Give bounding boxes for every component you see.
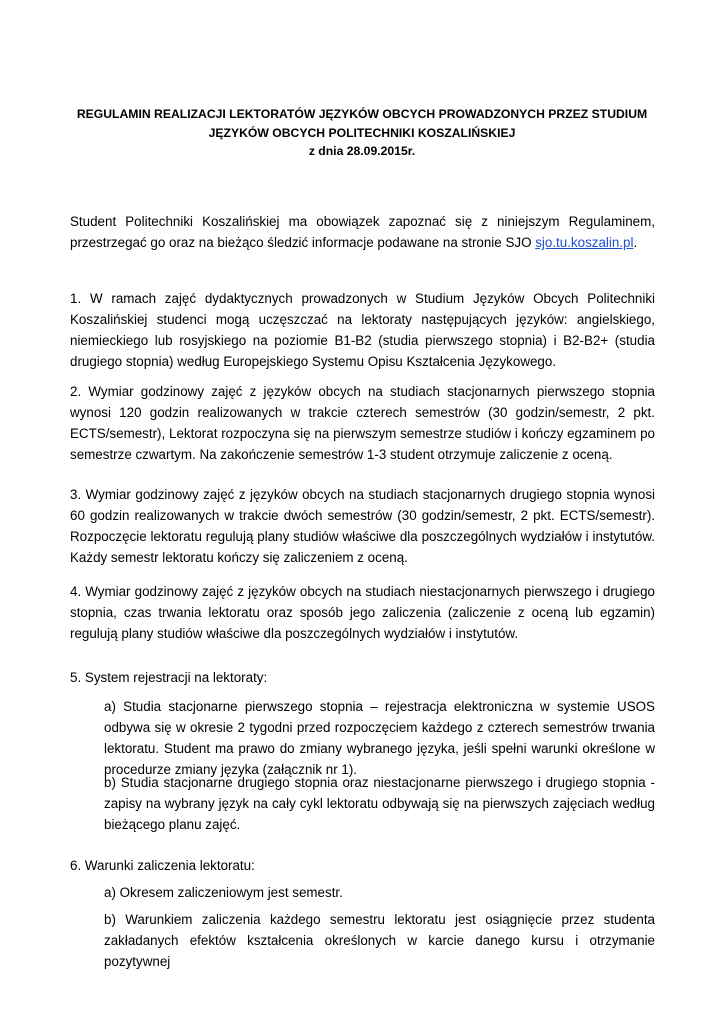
paragraph-6a: a) Okresem zaliczeniowym jest semestr.: [104, 885, 343, 900]
title-line-1: REGULAMIN REALIZACJI LEKTORATÓW JĘZYKÓW OBCYCH PROWADZONYCH PRZEZ STUDIUM: [76, 107, 648, 121]
title-date: z dnia 28.09.2015r.: [308, 144, 416, 158]
intro-paragraph: [70, 211, 655, 253]
paragraph-6b: b) Warunkiem zaliczenia każdego semestru lektoratu jest osiągnięcie przez studenta zakładanych efektów kształcenia określonych w karcie danego kursu i otrzymanie pozytywnej: [104, 912, 655, 969]
paragraph-2: 2. Wymiar godzinowy zajęć z języków obcych na studiach stacjonarnych pierwszego stopnia wynosi 120 godzin realizowanych w trakcie czterech semestrów (30 godzin/semestr, 2 pkt. ECTS/semestr), Lektorat rozpoczyna się na pierwszym semestrze studiów i kończy egzaminem po semestrze czwartym. Na zakończenie semestrów 1-3 student otrzymuje zaliczenie z oceną.: [70, 384, 655, 462]
paragraph-6: 6. Warunki zaliczenia lektoratu:: [70, 858, 255, 873]
paragraph-5b: b) Studia stacjonarne drugiego stopnia oraz niestacjonarne pierwszego i drugiego stopnia - zapisy na wybrany język na cały cykl lektoratu odbywają się na pierwszych zajęciach według bieżącego planu zajęć.: [104, 775, 655, 832]
paragraph-4: 4. Wymiar godzinowy zajęć z języków obcych na studiach niestacjonarnych pierwszego i drugiego stopnia, czas trwania lektoratu oraz sposób jego zaliczenia (zaliczenie z oceną lub egzamin) regulują plany studiów właściwe dla poszczególnych wydziałów i instytutów.: [70, 584, 655, 641]
intro-text: Student Politechniki Koszalińskiej ma obowiązek zapoznać się z niniejszym Regulaminem, przestrzegać go oraz na bieżąco śledzić informacje podawane na stronie SJO: [70, 214, 655, 250]
paragraph-3: 3. Wymiar godzinowy zajęć z języków obcych na studiach stacjonarnych drugiego stopnia wynosi 60 godzin realizowanych w trakcie dwóch semestrów (30 godzin/semestr, 2 pkt. ECTS/semestr). Rozpoczęcie lektoratu regulują plany studiów właściwe dla poszczególnych wydziałów i instytutów. Każdy semestr lektoratu kończy się zaliczeniem z oceną.: [70, 487, 655, 565]
paragraph-5a: a) Studia stacjonarne pierwszego stopnia – rejestracja elektroniczna w systemie USOS odbywa się w okresie 2 tygodni przed rozpoczęciem każdego z czterech semestrów trwania lektoratu. Student ma prawo do zmiany wybranego języka, jeśli spełni warunki określone w procedurze zmiany języka (załącznik nr 1).: [104, 699, 655, 777]
paragraph-1: 1. W ramach zajęć dydaktycznych prowadzonych w Studium Języków Obcych Politechniki Koszalińskiej studenci mogą uczęszczać na lektoraty następujących języków: angielskiego, niemieckiego lub rosyjskiego na poziomie B1-B2 (studia pierwszego stopnia) i B2-B2+ (studia drugiego stopnia) według Europejskiego Systemu Opisu Kształcenia Językowego.: [70, 291, 655, 369]
intro-end: .: [633, 235, 638, 250]
document-title: [70, 105, 654, 161]
paragraph-5: 5. System rejestracji na lektoraty:: [70, 670, 268, 685]
sjo-website-link[interactable]: sjo.tu.koszalin.pl: [535, 235, 634, 250]
title-line-2: JĘZYKÓW OBCYCH POLITECHNIKI KOSZALIŃSKIEJ: [208, 125, 516, 140]
